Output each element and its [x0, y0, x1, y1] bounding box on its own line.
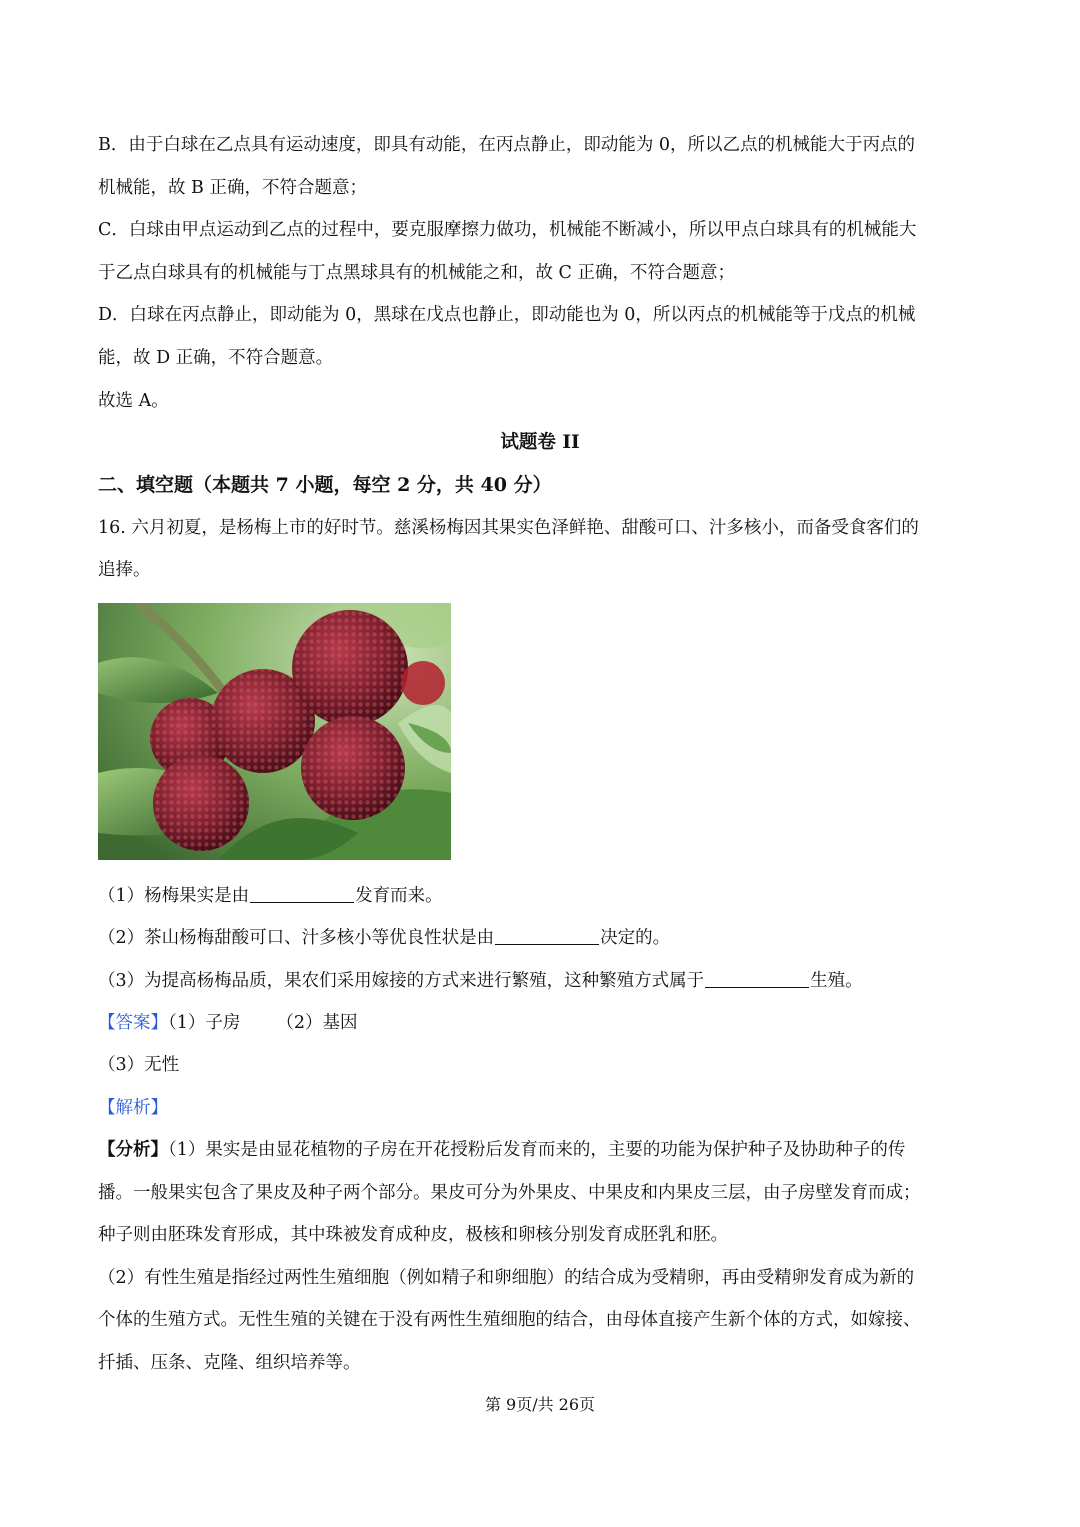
answer-label: 【答案】 [98, 1013, 168, 1033]
answer-blank-3[interactable] [705, 969, 809, 988]
question-16-stem-line2: 追捧。 [98, 560, 151, 580]
sub-question-1-text-after: 发育而来。 [355, 886, 443, 906]
answer-1: （1）子房 [168, 1013, 241, 1033]
option-d-explanation-line1: D．白球在丙点静止，即动能为 0，黑球在戊点也静止，即动能也为 0，所以丙点的机械能等于戊点的机械 [98, 305, 916, 325]
volume-title: 试题卷 II [500, 432, 580, 453]
sub-question-2-text-before: （2）茶山杨梅甜酸可口、汁多核小等优良性状是由 [98, 928, 495, 948]
analysis-p2-line1: （2）有性生殖是指经过两性生殖细胞（例如精子和卵细胞）的结合成为受精卵，再由受精卵发育成为新的 [98, 1268, 915, 1288]
answer-3: （3）无性 [98, 1055, 180, 1075]
analysis-p1-line2: 播。一般果实包含了果皮及种子两个部分。果皮可分为外果皮、中果皮和内果皮三层，由子房壁发育而成； [98, 1183, 921, 1203]
section-title: 二、填空题（本题共 7 小题，每空 2 分，共 40 分） [98, 474, 552, 496]
option-c-explanation-line2: 于乙点白球具有的机械能与丁点黑球具有的机械能之和，故 C 正确，不符合题意； [98, 263, 736, 283]
bayberry-photo [98, 603, 451, 860]
analysis-p2-line3: 扦插、压条、克隆、组织培养等。 [98, 1353, 361, 1373]
page-footer: 第 9页/共 26页 [484, 1395, 596, 1414]
analysis-p1-line3: 种子则由胚珠发育形成，其中珠被发育成种皮，极核和卵核分别发育成胚乳和胚。 [98, 1225, 728, 1245]
sub-question-3-text-before: （3）为提高杨梅品质，果农们采用嫁接的方式来进行繁殖，这种繁殖方式属于 [98, 971, 705, 991]
answer-2: （2）基因 [276, 1013, 358, 1033]
sub-question-2 [98, 926, 988, 950]
fenxi-label: 【分析】 [98, 1140, 168, 1160]
answer-blank-1[interactable] [250, 884, 354, 903]
sub-question-3 [98, 969, 988, 993]
sub-question-2-text-after: 决定的。 [600, 928, 671, 948]
sub-question-1-text-before: （1）杨梅果实是由 [98, 886, 250, 906]
sub-question-1 [98, 884, 988, 908]
analysis-label: 【解析】 [98, 1098, 168, 1118]
sub-question-3-text-after: 生殖。 [810, 971, 863, 991]
question-16-stem-line1: 16. 六月初夏，是杨梅上市的好时节。慈溪杨梅因其果实色泽鲜艳、甜酸可口、汁多核小，而备受食客们的 [98, 518, 919, 538]
answer-blank-2[interactable] [495, 926, 599, 945]
option-c-explanation-line1: C．白球由甲点运动到乙点的过程中，要克服摩擦力做功，机械能不断减小，所以甲点白球具有的机械能大 [98, 220, 917, 240]
option-b-explanation-line1: B．由于白球在乙点具有运动速度，即具有动能，在丙点静止，即动能为 0，所以乙点的机械能大于丙点的 [98, 135, 916, 155]
option-d-explanation-line2: 能，故 D 正确，不符合题意。 [98, 348, 334, 368]
analysis-p1-line1 [98, 1138, 988, 1162]
analysis-p1-line1-text: （1）果实是由显花植物的子房在开花授粉后发育而来的，主要的功能为保护种子及协助种子的传 [168, 1140, 906, 1160]
final-choice: 故选 A。 [98, 391, 169, 411]
answer-line [98, 1011, 988, 1035]
option-b-explanation-line2: 机械能，故 B 正确，不符合题意； [98, 178, 367, 198]
analysis-p2-line2: 个体的生殖方式。无性生殖的关键在于没有两性生殖细胞的结合，由母体直接产生新个体的方式，如嫁接、 [98, 1310, 921, 1330]
